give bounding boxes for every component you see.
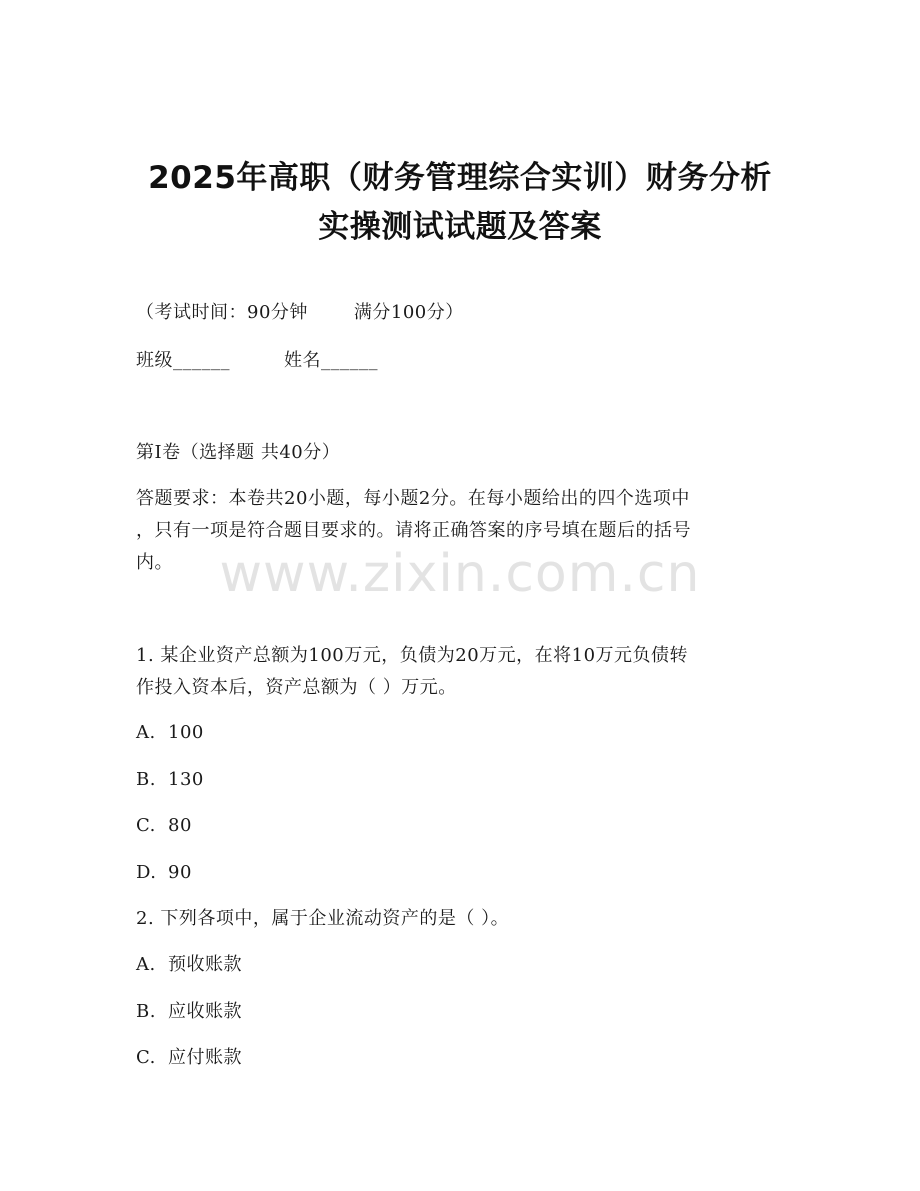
option-letter: C. <box>136 1047 156 1068</box>
question-1-stem-line-1: 1. 某企业资产总额为100万元，负债为20万元，在将10万元负债转 <box>136 645 689 666</box>
question-1-stem-line-2: 作投入资本后，资产总额为（ ）万元。 <box>136 677 457 698</box>
option-text: 100 <box>168 722 204 743</box>
option-text: 80 <box>168 815 192 836</box>
document-title-line-1: 2025年高职（财务管理综合实训）财务分析 <box>148 160 772 196</box>
option-text: 90 <box>168 862 192 883</box>
question-1-option-a <box>136 724 204 742</box>
document-title-line-2: 实操测试试题及答案 <box>318 209 602 245</box>
section-title: 第I卷（选择题 共40分） <box>136 442 341 463</box>
question-1-option-d <box>136 864 192 882</box>
option-letter: A. <box>136 722 156 743</box>
question-1-option-b <box>136 771 204 789</box>
name-field: 姓名______ <box>284 350 378 371</box>
question-2-stem-line-1: 2. 下列各项中，属于企业流动资产的是（ ）。 <box>136 908 510 929</box>
option-text: 应收账款 <box>168 1001 242 1022</box>
option-text: 130 <box>168 769 204 790</box>
option-letter: B. <box>136 1001 156 1022</box>
option-text: 预收账款 <box>168 954 242 975</box>
option-text: 应付账款 <box>168 1047 242 1068</box>
student-info-line <box>136 352 378 370</box>
watermark: www.zixin.com.cn <box>219 544 701 604</box>
instructions-line-1: 答题要求：本卷共20小题，每小题2分。在每小题给出的四个选项中 <box>136 488 690 509</box>
question-2-option-a <box>136 956 242 974</box>
class-field: 班级______ <box>136 350 230 371</box>
question-1-option-c <box>136 817 192 835</box>
exam-time: （考试时间：90分钟 <box>136 302 308 323</box>
instructions-line-2: ，只有一项是符合题目要求的。请将正确答案的序号填在题后的括号 <box>136 520 691 541</box>
instructions-line-3: 内。 <box>136 552 173 573</box>
option-letter: D. <box>136 862 157 883</box>
option-letter: B. <box>136 769 156 790</box>
exam-info-line <box>136 304 464 322</box>
full-score: 满分100分） <box>353 302 464 323</box>
question-2-option-b <box>136 1003 242 1021</box>
option-letter: A. <box>136 954 156 975</box>
question-2-option-c <box>136 1049 242 1067</box>
option-letter: C. <box>136 815 156 836</box>
